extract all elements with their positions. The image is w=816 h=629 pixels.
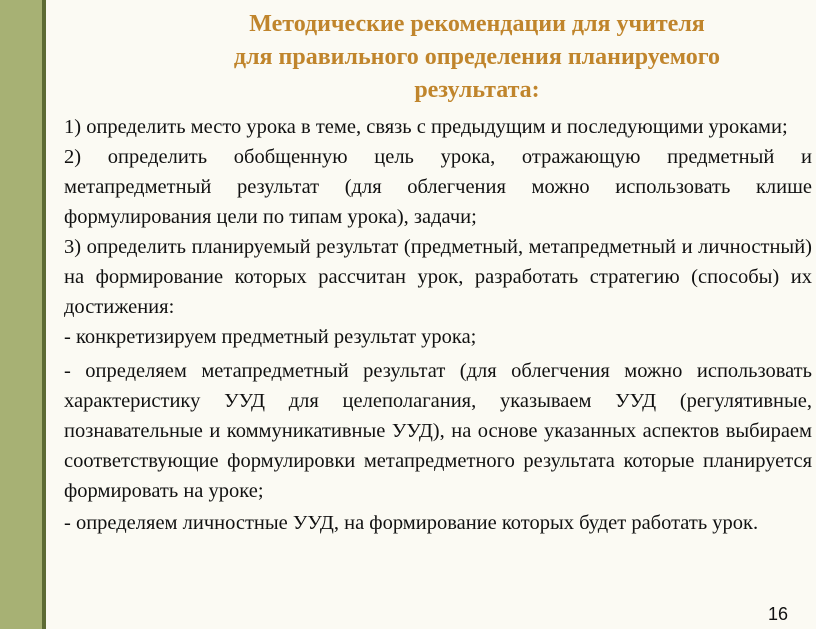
left-decorative-bar — [0, 0, 42, 629]
page-number: 16 — [768, 604, 789, 624]
title-line-1: Методические рекомендации для учителя — [249, 11, 705, 37]
left-decorative-bar-edge — [42, 0, 46, 629]
paragraph-6: - определяем личностные УУД, на формирование которых будет работать урок. — [64, 512, 759, 534]
title-line-3: результата: — [414, 77, 540, 103]
slide-body — [64, 112, 812, 540]
paragraph-5: - определяем метапредметный результат (для облегчения можно использовать характеристику УУД для целеполагания, указываем УУД (регулятивные, познавательные и коммуникативные УУД), на основе указанных аспектов выбираем соответствующие формулировки метапредметного результата которые планируется формировать на уроке; — [64, 360, 812, 502]
paragraph-3: 3) определить планируемый результат (предметный, метапредметный и личностный) на формирование которых рассчитан урок, разработать стратегию (способы) их достижения: — [64, 236, 812, 318]
paragraph-4: - конкретизируем предметный результат урока; — [64, 326, 477, 348]
paragraph-1: 1) определить место урока в теме, связь с предыдущим и последующими уроками; — [64, 116, 788, 138]
slide-title — [160, 8, 794, 107]
title-line-2: для правильного определения планируемого — [233, 44, 721, 70]
paragraph-2: 2) определить обобщенную цель урока, отражающую предметный и метапредметный результат (для облегчения можно использовать клише формулирования цели по типам урока), задачи; — [64, 146, 812, 228]
